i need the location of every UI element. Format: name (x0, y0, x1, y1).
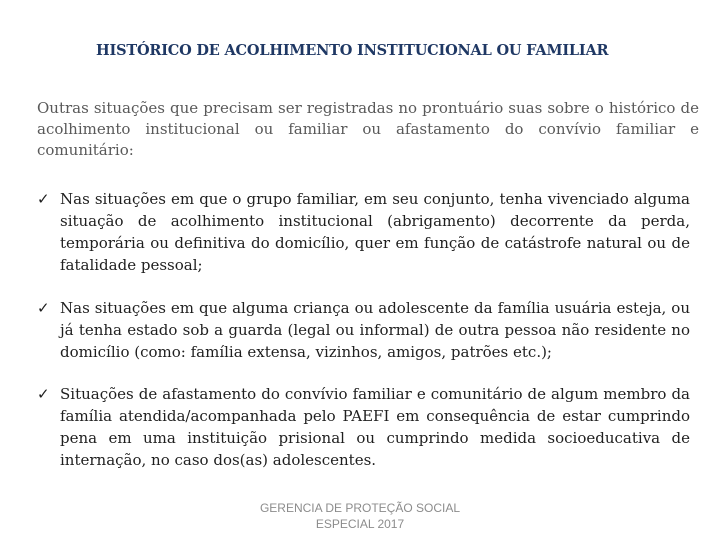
page-title: HISTÓRICO DE ACOLHIMENTO INSTITUCIONAL OU FAMILIAR (96, 42, 609, 59)
checkmark-icon: ✓ (37, 299, 50, 317)
intro-paragraph: Outras situações que precisam ser registradas no prontuário suas sobre o histórico de acolhimento institucional ou familiar ou afastamento do convívio familiar e comunitário: (37, 99, 699, 159)
checkmark-icon: ✓ (37, 385, 50, 403)
footer (240, 500, 480, 532)
checkmark-icon: ✓ (37, 190, 50, 208)
list-item-text: Situações de afastamento do convívio familiar e comunitário de algum membro da família atendida/acompanhada pelo PAEFI em consequência de estar cumprindo pena em uma instituição prisional ou cumprindo medida socioeducativa de internação, no caso dos(as) adolescentes. (60, 385, 690, 469)
footer-line-1: GERENCIA DE PROTEÇÃO SOCIAL (259, 501, 461, 515)
footer-line-2: ESPECIAL 2017 (315, 517, 405, 531)
list-item-text: Nas situações em que o grupo familiar, em seu conjunto, tenha vivenciado alguma situação de acolhimento institucional (abrigamento) decorrente da perda, temporária ou definitiva do domicílio, quer em função de catástrofe natural ou de fatalidade pessoal; (60, 190, 690, 274)
list-item-text: Nas situações em que alguma criança ou adolescente da família usuária esteja, ou já tenha estado sob a guarda (legal ou informal) de outra pessoa não residente no domicílio (como: família extensa, vizinhos, amigos, patrões etc.); (60, 299, 690, 361)
